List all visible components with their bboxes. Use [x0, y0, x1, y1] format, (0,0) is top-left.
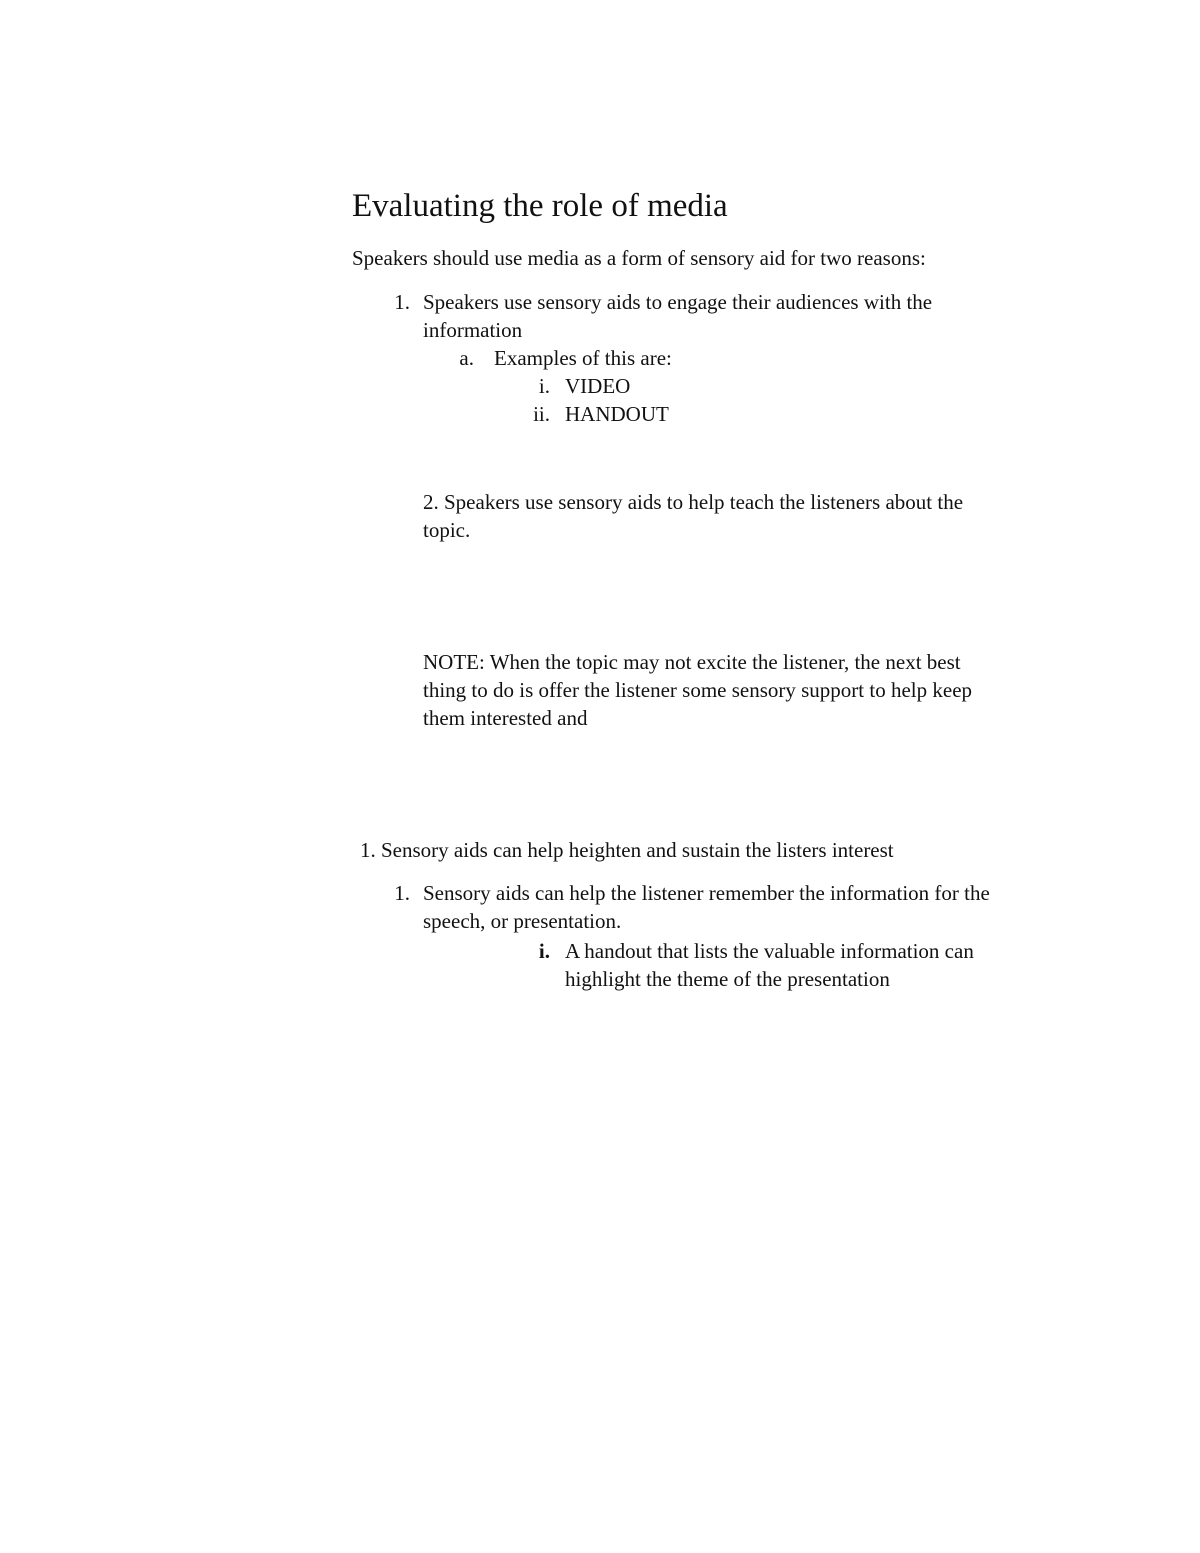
- list-item-video: VIDEO: [565, 374, 631, 398]
- second-list-item: [423, 879, 990, 935]
- list-item-line: information: [423, 318, 523, 342]
- note-line: NOTE: When the topic may not excite the listener, the next best: [423, 650, 961, 674]
- list-item-1: [423, 288, 932, 344]
- page-title: Evaluating the role of media: [352, 188, 728, 224]
- list-marker: i.: [538, 939, 550, 963]
- note-line: them interested and: [423, 706, 588, 730]
- list-marker: a.: [459, 346, 474, 370]
- intro-text: Speakers should use media as a form of sensory aid for two reasons:: [352, 246, 926, 270]
- list-item-2: [423, 488, 963, 544]
- list-item-line: 2. Speakers use sensory aids to help teach the listeners about the: [423, 490, 964, 514]
- list-item-1a: Examples of this are:: [494, 346, 672, 370]
- second-list-heading: 1. Sensory aids can help heighten and sustain the listers interest: [360, 838, 894, 862]
- note-line: thing to do is offer the listener some sensory support to help keep: [423, 678, 973, 702]
- list-item-line: Speakers use sensory aids to engage their audiences with the: [423, 290, 933, 314]
- list-item-line: topic.: [423, 518, 471, 542]
- list-item-line: A handout that lists the valuable information can: [565, 939, 974, 963]
- list-marker: 1.: [394, 881, 410, 905]
- list-marker: 1.: [394, 290, 410, 314]
- list-item-handout: HANDOUT: [565, 402, 669, 426]
- list-item-line: speech, or presentation.: [423, 909, 622, 933]
- second-list-subitem: [565, 937, 974, 993]
- list-item-line: highlight the theme of the presentation: [565, 967, 890, 991]
- list-item-line: Sensory aids can help the listener remember the information for the: [423, 881, 990, 905]
- list-marker: i.: [538, 374, 550, 398]
- list-marker: ii.: [533, 402, 550, 426]
- note-paragraph: [423, 648, 972, 732]
